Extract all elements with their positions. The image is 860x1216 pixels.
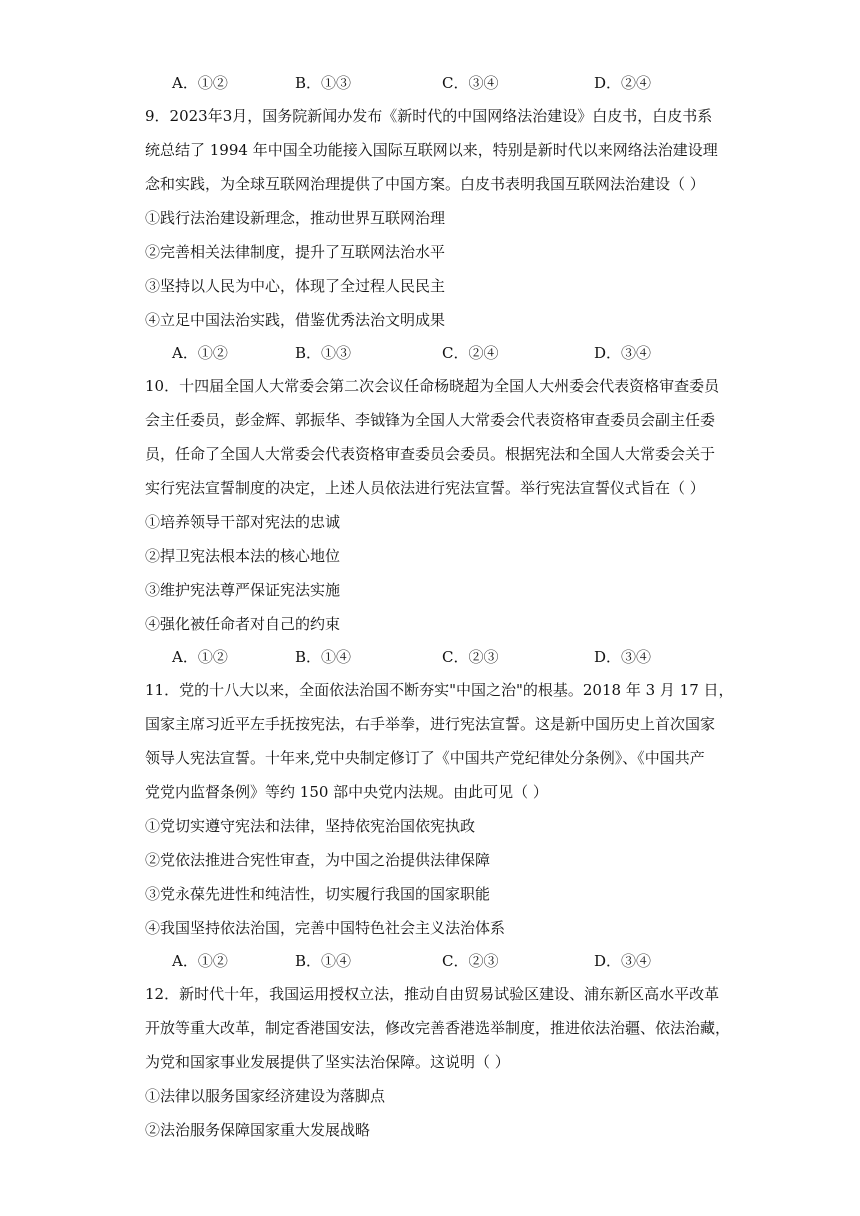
q9-option-c[interactable]: C．②④ bbox=[442, 344, 499, 362]
q9-stem-line-1: 9．2023年3月，国务院新闻办发布《新时代的中国网络法治建设》白皮书，白皮书系 bbox=[145, 107, 713, 125]
q9-stem-line-2: 统总结了 1994 年中国全功能接入国际互联网以来，特别是新时代以来网络法治建设理 bbox=[145, 141, 718, 159]
q10-option-b[interactable]: B．①④ bbox=[295, 648, 352, 666]
q9-option-b[interactable]: B．①③ bbox=[295, 344, 352, 362]
q10-item-1: ①培养领导干部对宪法的忠诚 bbox=[145, 513, 341, 531]
q11-options bbox=[172, 951, 732, 971]
q11-stem-line-4: 党党内监督条例》等约 150 部中央党内法规。由此可见（ ） bbox=[145, 783, 548, 801]
q12-stem-line-1: 12．新时代十年，我国运用授权立法，推动自由贸易试验区建设、浦东新区高水平改革 bbox=[145, 985, 720, 1003]
q9-option-d[interactable]: D．③④ bbox=[594, 344, 652, 362]
q10-option-c[interactable]: C．②③ bbox=[442, 648, 499, 666]
q9-item-4: ④立足中国法治实践，借鉴优秀法治文明成果 bbox=[145, 311, 446, 329]
q10-option-d[interactable]: D．③④ bbox=[594, 648, 652, 666]
q11-option-c[interactable]: C．②③ bbox=[442, 952, 499, 970]
q12-stem-line-3: 为党和国家事业发展提供了坚实法治保障。这说明（ ） bbox=[145, 1053, 510, 1071]
q11-stem-line-2: 国家主席习近平左手抚按宪法，右手举拳，进行宪法宣誓。这是新中国历史上首次国家 bbox=[145, 715, 716, 733]
q10-item-4: ④强化被任命者对自己的约束 bbox=[145, 615, 341, 633]
q12-stem-line-2: 开放等重大改革，制定香港国安法，修改完善香港选举制度，推进依法治疆、依法治藏， bbox=[145, 1019, 731, 1037]
q9-item-2: ②完善相关法律制度，提升了互联网法治水平 bbox=[145, 243, 446, 261]
q10-stem-line-3: 员，任命了全国人大常委会代表资格审查委员会委员。根据宪法和全国人大常委会关于 bbox=[145, 445, 716, 463]
q10-options bbox=[172, 647, 732, 667]
q8-option-c[interactable]: C．③④ bbox=[442, 74, 499, 92]
q11-item-4: ④我国坚持依法治国，完善中国特色社会主义法治体系 bbox=[145, 919, 506, 937]
q11-item-2: ②党依法推进合宪性审查，为中国之治提供法律保障 bbox=[145, 851, 491, 869]
q10-stem-line-1: 10．十四届全国人大常委会第二次会议任命杨晓超为全国人大州委会代表资格审查委员 bbox=[145, 377, 720, 395]
q9-option-a[interactable]: A．①② bbox=[172, 344, 228, 362]
q11-item-1: ①党切实遵守宪法和法律，坚持依宪治国依宪执政 bbox=[145, 817, 476, 835]
q8-option-d[interactable]: D．②④ bbox=[594, 74, 652, 92]
q10-stem-line-2: 会主任委员，彭金辉、郭振华、李钺锋为全国人大常委会代表资格审查委员会副主任委 bbox=[145, 411, 716, 429]
q11-option-d[interactable]: D．③④ bbox=[594, 952, 652, 970]
q10-stem-line-4: 实行宪法宣誓制度的决定，上述人员依法进行宪法宣誓。举行宪法宣誓仪式旨在（ ） bbox=[145, 479, 705, 497]
q11-item-3: ③党永葆先进性和纯洁性，切实履行我国的国家职能 bbox=[145, 885, 491, 903]
q11-stem-line-1: 11．党的十八大以来，全面依法治国不断夯实"中国之治"的根基。2018 年 3 月 17 日， bbox=[145, 681, 734, 699]
q11-option-a[interactable]: A．①② bbox=[172, 952, 228, 970]
q9-options bbox=[172, 343, 732, 363]
q8-option-b[interactable]: B．①③ bbox=[295, 74, 352, 92]
q10-option-a[interactable]: A．①② bbox=[172, 648, 228, 666]
q9-item-3: ③坚持以人民为中心，体现了全过程人民民主 bbox=[145, 277, 446, 295]
q11-option-b[interactable]: B．①④ bbox=[295, 952, 352, 970]
q10-item-2: ②捍卫宪法根本法的核心地位 bbox=[145, 547, 341, 565]
q12-item-1: ①法律以服务国家经济建设为落脚点 bbox=[145, 1087, 386, 1105]
q8-option-a[interactable]: A．①② bbox=[172, 74, 228, 92]
q9-item-1: ①践行法治建设新理念，推动世界互联网治理 bbox=[145, 209, 446, 227]
q9-stem-line-3: 念和实践，为全球互联网治理提供了中国方案。白皮书表明我国互联网法治建设（ ） bbox=[145, 175, 705, 193]
q12-item-2: ②法治服务保障国家重大发展战略 bbox=[145, 1121, 371, 1139]
q11-stem-line-3: 领导人宪法宣誓。十年来,党中央制定修订了《中国共产党纪律处分条例》、《中国共产 bbox=[145, 749, 705, 767]
q8-options bbox=[172, 73, 732, 93]
q10-item-3: ③维护宪法尊严保证宪法实施 bbox=[145, 581, 341, 599]
